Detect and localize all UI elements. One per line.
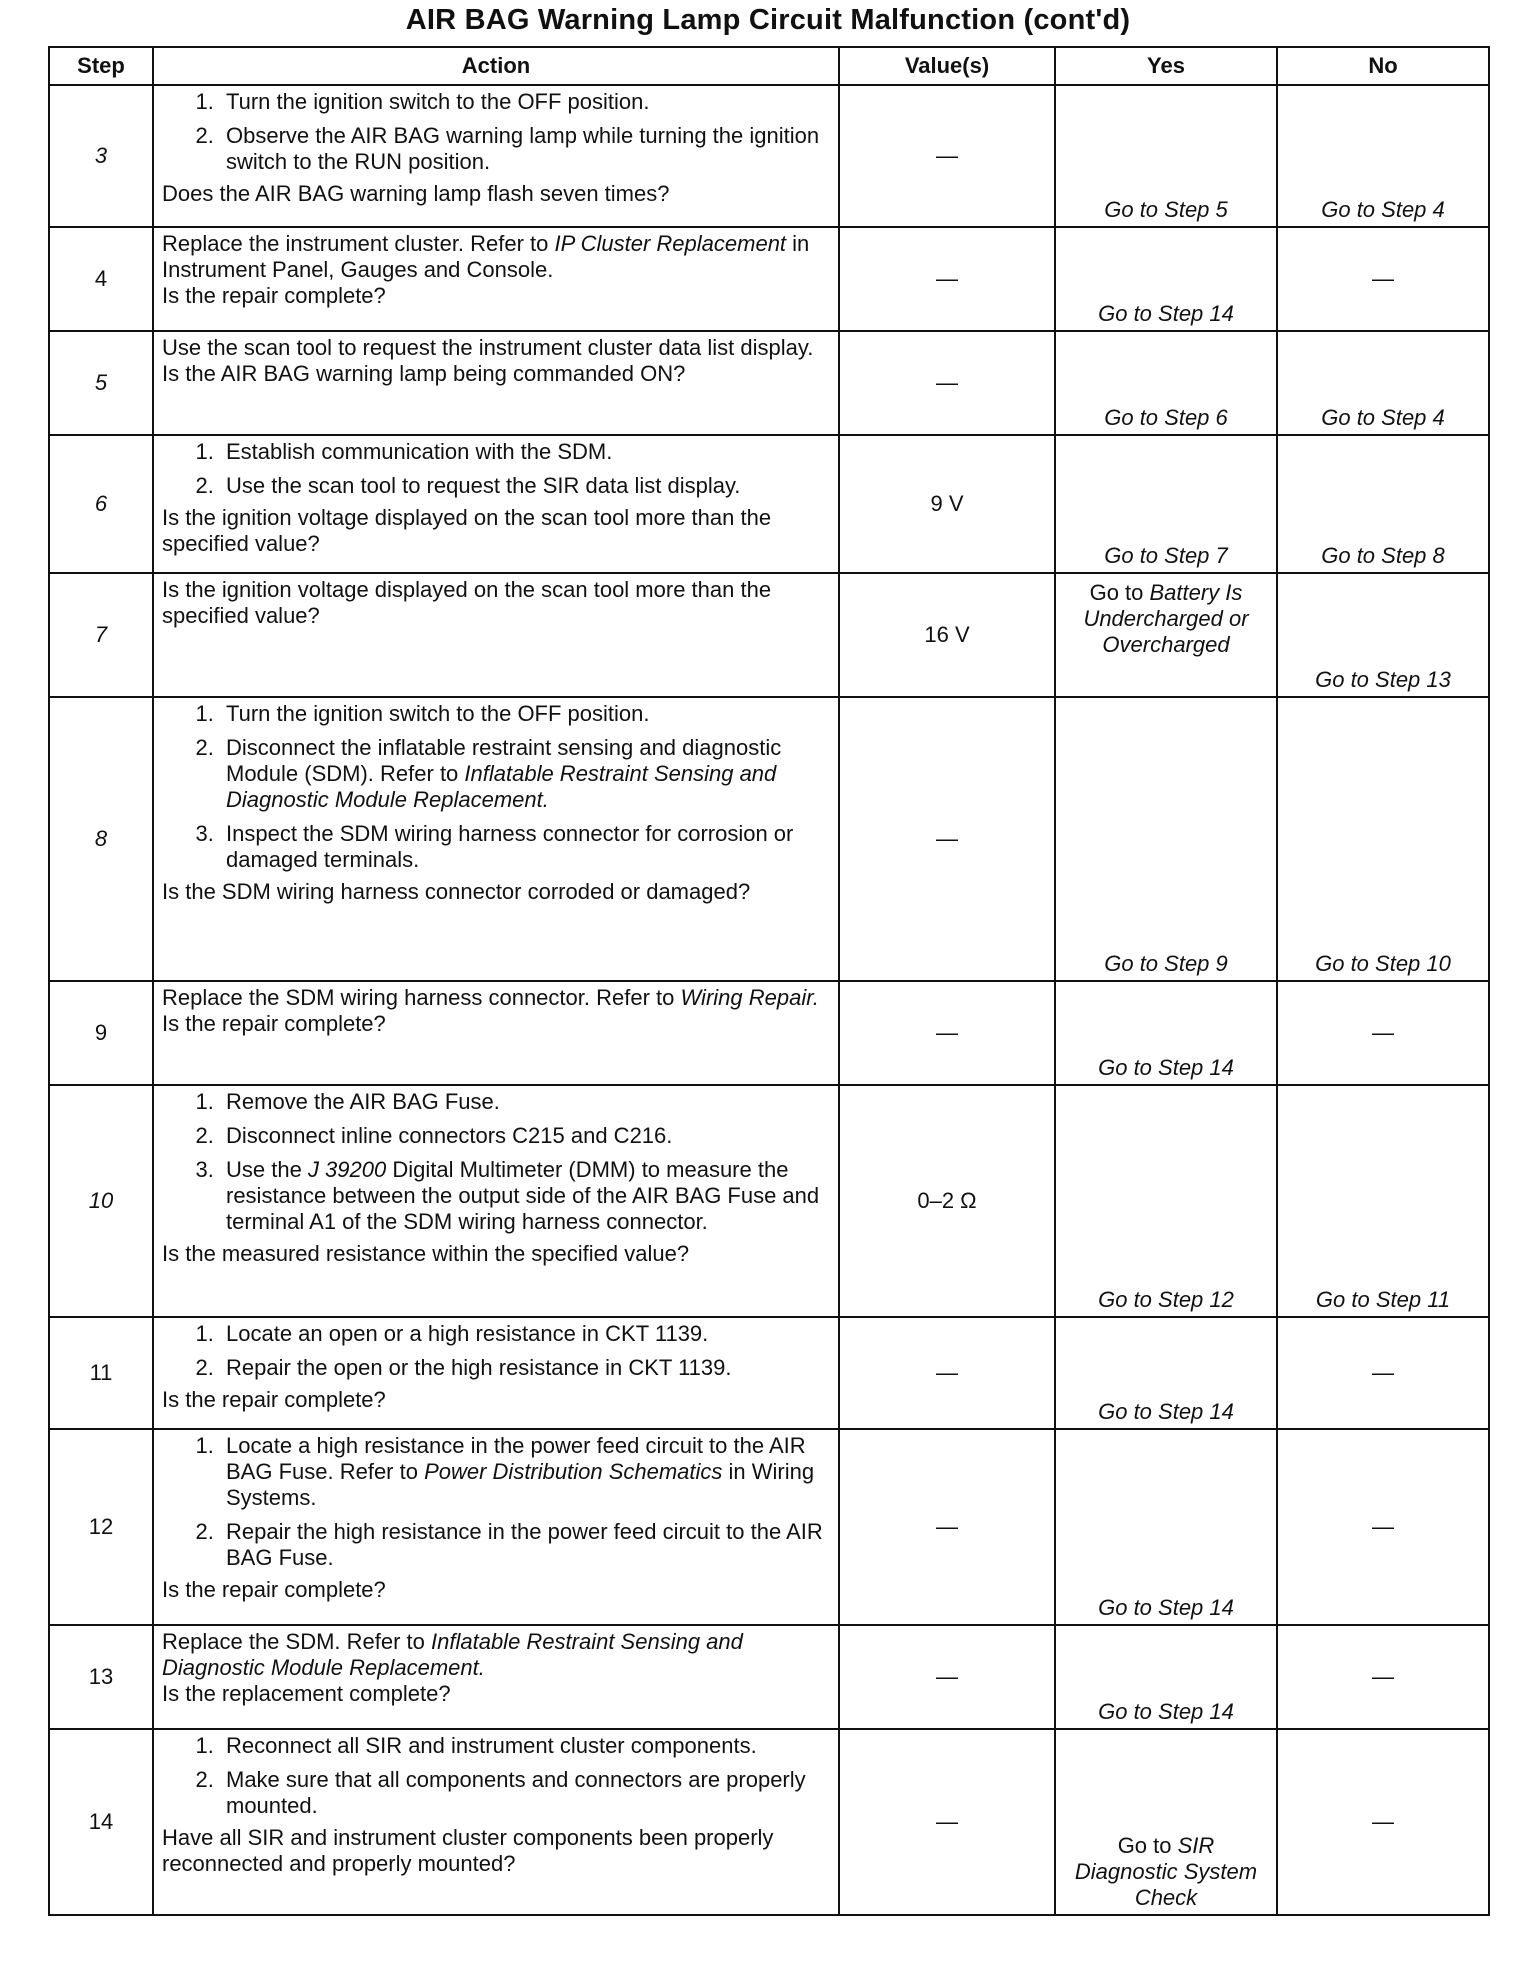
- diagnostic-table: [48, 46, 1490, 1916]
- step-number: 3: [49, 85, 153, 227]
- value-cell: 0–2 Ω: [839, 1085, 1055, 1317]
- action-text: [162, 1629, 830, 1681]
- step-number: 10: [49, 1085, 153, 1317]
- action-item: [220, 1433, 830, 1511]
- no-cell: Go to Step 4: [1277, 331, 1489, 435]
- action-item: 1. Locate an open or a high resistance in CKT 1139.: [220, 1321, 830, 1347]
- action-question: Is the repair complete?: [162, 1577, 386, 1602]
- action-item: 2. Disconnect inline connectors C215 and C216.: [220, 1123, 830, 1149]
- action-list: [162, 1733, 830, 1819]
- no-cell: —: [1277, 1729, 1489, 1915]
- action-item: 1. Remove the AIR BAG Fuse.: [220, 1089, 830, 1115]
- action-cell: [153, 1085, 839, 1317]
- reference-link: Wiring Repair.: [680, 985, 819, 1010]
- header-yes: Yes: [1055, 47, 1277, 85]
- step-number: 11: [49, 1317, 153, 1429]
- value-cell: —: [839, 1317, 1055, 1429]
- action-text-part: Digital Multimeter (DMM) to measure the resistance between the output side of the AIR BAG Fuse and terminal A1 of the SDM wiring harness connector.: [226, 1157, 820, 1234]
- action-question: Is the AIR BAG warning lamp being commanded ON?: [162, 361, 686, 386]
- table-row: [49, 1317, 1489, 1429]
- no-cell: —: [1277, 227, 1489, 331]
- yes-cell: Go to Step 7: [1055, 435, 1277, 573]
- action-list: [162, 1089, 830, 1235]
- yes-cell: Go to Step 9: [1055, 697, 1277, 981]
- value-cell: —: [839, 1729, 1055, 1915]
- no-cell: —: [1277, 981, 1489, 1085]
- action-question: Is the repair complete?: [162, 1387, 386, 1412]
- table-row: [49, 331, 1489, 435]
- header-no: No: [1277, 47, 1489, 85]
- table-row: [49, 1085, 1489, 1317]
- action-list: [162, 89, 830, 175]
- yes-cell: Go to Step 14: [1055, 1317, 1277, 1429]
- action-text-part: Replace the SDM. Refer to: [162, 1629, 432, 1654]
- value-cell: —: [839, 227, 1055, 331]
- table-row: [49, 981, 1489, 1085]
- action-text: [162, 985, 830, 1011]
- no-cell: —: [1277, 1317, 1489, 1429]
- reference-link: SIR Diagnostic System Check: [1074, 1833, 1258, 1910]
- action-question: Is the repair complete?: [162, 283, 386, 308]
- reference-link: Inflatable Restraint Sensing and Diagnostic Module Replacement.: [162, 1629, 743, 1680]
- action-cell: [153, 435, 839, 573]
- action-cell: [153, 227, 839, 331]
- value-cell: —: [839, 1429, 1055, 1625]
- action-item: 1. Establish communication with the SDM.: [220, 439, 830, 465]
- action-question: Is the measured resistance within the specified value?: [162, 1241, 690, 1266]
- action-question: Is the SDM wiring harness connector corroded or damaged?: [162, 879, 751, 904]
- action-list: [162, 701, 830, 873]
- action-text: Use the scan tool to request the instrument cluster data list display.: [162, 335, 814, 360]
- no-cell: —: [1277, 1429, 1489, 1625]
- action-question: Is the repair complete?: [162, 1011, 386, 1036]
- action-list: [162, 1321, 830, 1381]
- action-cell: [153, 331, 839, 435]
- yes-text-part: Go to: [1117, 1833, 1178, 1858]
- value-cell: —: [839, 981, 1055, 1085]
- page-title: AIR BAG Warning Lamp Circuit Malfunction (cont'd): [405, 4, 1131, 36]
- yes-cell: [1055, 573, 1277, 697]
- action-item: [220, 1157, 830, 1235]
- step-number: 8: [49, 697, 153, 981]
- action-cell: [153, 981, 839, 1085]
- yes-cell: Go to Step 14: [1055, 981, 1277, 1085]
- no-cell: Go to Step 4: [1277, 85, 1489, 227]
- action-cell: [153, 697, 839, 981]
- action-list: [162, 1433, 830, 1571]
- action-item: 2. Repair the high resistance in the power feed circuit to the AIR BAG Fuse.: [220, 1519, 830, 1571]
- value-cell: —: [839, 697, 1055, 981]
- yes-cell: [1055, 1729, 1277, 1915]
- table-row: [49, 697, 1489, 981]
- step-number: 7: [49, 573, 153, 697]
- action-item: 3. Inspect the SDM wiring harness connector for corrosion or damaged terminals.: [220, 821, 830, 873]
- action-text-part: Use the: [226, 1157, 308, 1182]
- reference-link: Inflatable Restraint Sensing and Diagnostic Module Replacement.: [226, 761, 777, 812]
- step-number: 13: [49, 1625, 153, 1729]
- action-item: 1. Turn the ignition switch to the OFF position.: [220, 701, 830, 727]
- tool-reference: J 39200: [307, 1157, 387, 1182]
- action-question: Does the AIR BAG warning lamp flash seven times?: [162, 181, 670, 206]
- no-cell: —: [1277, 1625, 1489, 1729]
- yes-cell: Go to Step 12: [1055, 1085, 1277, 1317]
- no-cell: Go to Step 11: [1277, 1085, 1489, 1317]
- reference-link: Power Distribution Schematics: [424, 1459, 723, 1484]
- action-cell: [153, 1429, 839, 1625]
- action-item: 2. Make sure that all components and connectors are properly mounted.: [220, 1767, 830, 1819]
- action-text-part: Replace the instrument cluster. Refer to: [162, 231, 555, 256]
- action-cell: [153, 1729, 839, 1915]
- table-row: [49, 1729, 1489, 1915]
- yes-cell: Go to Step 6: [1055, 331, 1277, 435]
- yes-cell: Go to Step 14: [1055, 1429, 1277, 1625]
- action-text-part: Locate a high resistance in the power feed circuit to the AIR BAG Fuse. Refer to: [226, 1433, 806, 1484]
- action-item: [220, 735, 830, 813]
- step-number: 14: [49, 1729, 153, 1915]
- table-row: [49, 227, 1489, 331]
- action-question: Is the ignition voltage displayed on the scan tool more than the specified value?: [162, 577, 772, 628]
- action-question: Have all SIR and instrument cluster components been properly reconnected and properly mounted?: [162, 1825, 774, 1876]
- action-item: 2. Use the scan tool to request the SIR data list display.: [220, 473, 830, 499]
- table-row: [49, 435, 1489, 573]
- no-cell: Go to Step 8: [1277, 435, 1489, 573]
- action-question: Is the ignition voltage displayed on the scan tool more than the specified value?: [162, 505, 772, 556]
- value-cell: 16 V: [839, 573, 1055, 697]
- yes-cell: Go to Step 5: [1055, 85, 1277, 227]
- action-item: 1. Reconnect all SIR and instrument cluster components.: [220, 1733, 830, 1759]
- action-text: [162, 231, 830, 283]
- yes-cell: Go to Step 14: [1055, 227, 1277, 331]
- table-row: [49, 1625, 1489, 1729]
- action-text-part: Disconnect the inflatable restraint sensing and diagnostic Module (SDM). Refer to: [226, 735, 782, 786]
- action-cell: [153, 573, 839, 697]
- action-cell: [153, 1317, 839, 1429]
- action-cell: [153, 1625, 839, 1729]
- reference-link: Battery Is Undercharged or Overcharged: [1083, 580, 1249, 657]
- header-values: Value(s): [839, 47, 1055, 85]
- action-text-part: in Wiring Systems.: [226, 1459, 815, 1510]
- table-row: [49, 573, 1489, 697]
- action-cell: [153, 85, 839, 227]
- action-item: 1. Turn the ignition switch to the OFF position.: [220, 89, 830, 115]
- value-cell: 9 V: [839, 435, 1055, 573]
- action-text-part: Replace the SDM wiring harness connector. Refer to: [162, 985, 681, 1010]
- action-item: 2. Observe the AIR BAG warning lamp while turning the ignition switch to the RUN position.: [220, 123, 830, 175]
- step-number: 9: [49, 981, 153, 1085]
- reference-link: IP Cluster Replacement: [554, 231, 787, 256]
- action-text-part: in Instrument Panel, Gauges and Console.: [162, 231, 810, 282]
- yes-cell: Go to Step 14: [1055, 1625, 1277, 1729]
- action-question: Is the replacement complete?: [162, 1681, 451, 1706]
- value-cell: —: [839, 331, 1055, 435]
- header-step: Step: [49, 47, 153, 85]
- no-cell: Go to Step 10: [1277, 697, 1489, 981]
- table-row: [49, 85, 1489, 227]
- value-cell: —: [839, 1625, 1055, 1729]
- action-list: [162, 439, 830, 499]
- step-number: 12: [49, 1429, 153, 1625]
- step-number: 6: [49, 435, 153, 573]
- value-cell: —: [839, 85, 1055, 227]
- header-action: Action: [153, 47, 839, 85]
- no-cell: Go to Step 13: [1277, 573, 1489, 697]
- step-number: 5: [49, 331, 153, 435]
- yes-text-part: Go to: [1089, 580, 1150, 605]
- table-row: [49, 1429, 1489, 1625]
- table-header-row: [49, 47, 1489, 85]
- step-number: 4: [49, 227, 153, 331]
- action-item: 2. Repair the open or the high resistance in CKT 1139.: [220, 1355, 830, 1381]
